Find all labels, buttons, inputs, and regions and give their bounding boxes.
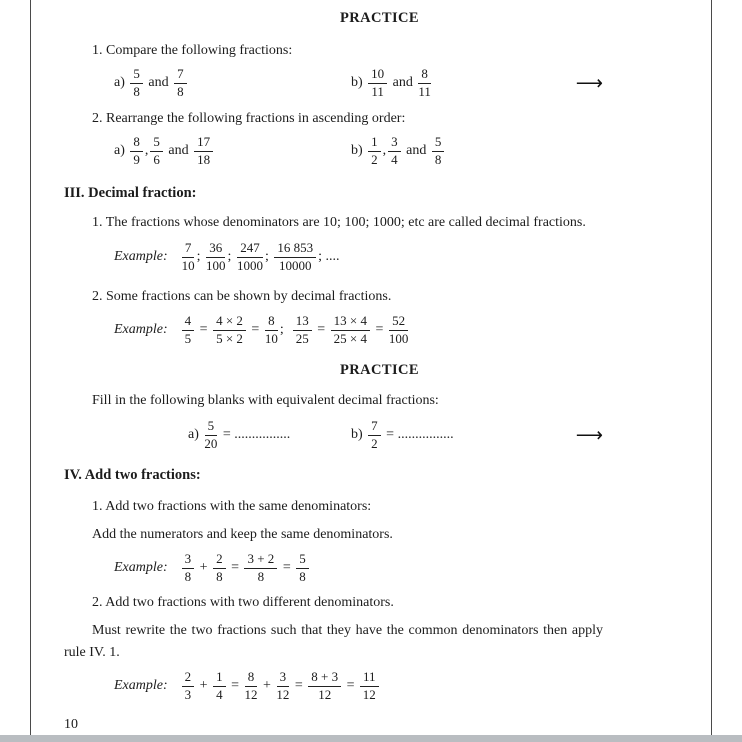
fill-in-row	[64, 418, 603, 452]
math-text: =	[227, 560, 243, 575]
fraction: $\frac{16 853}{10000}$	[274, 241, 316, 274]
practice-title-2: PRACTICE	[340, 362, 419, 378]
fraction: $\frac{17}{18}$	[194, 135, 213, 168]
fraction: $\frac{247}{1000}$	[236, 239, 263, 273]
math-text: =	[279, 560, 295, 575]
fraction: $\frac{8}{9}$	[130, 135, 143, 168]
math-text: and	[389, 75, 417, 90]
math-text: =	[313, 322, 329, 337]
fraction: $\frac{3}{12}$	[276, 668, 290, 702]
math-text: ;	[196, 249, 205, 264]
fraction: $\frac{7}{2}$	[368, 419, 381, 452]
math-text: = ................	[219, 427, 291, 442]
fraction: $\frac{8 + 3}{12}$	[308, 670, 341, 703]
page-number: 10	[64, 717, 78, 732]
fraction: $\frac{36}{100}$	[206, 239, 226, 273]
fraction: $\frac{8}{12}$	[244, 668, 258, 702]
rewrite-fractions-paragraph: Must rewrite the two fractions such that they have the common denominators then apply rule IV. 1.	[64, 623, 603, 660]
add-different-example-expression	[180, 670, 381, 703]
decimal-example-expression	[180, 241, 340, 274]
add-same-example-row	[64, 551, 603, 585]
math-text: ;	[264, 249, 273, 264]
question-2a-expression	[114, 135, 351, 168]
arrow-icon: ⟶	[575, 72, 603, 94]
example-label: Example:	[114, 678, 168, 693]
fill-in-b-expression	[351, 419, 454, 452]
example-label: Example:	[114, 249, 168, 264]
question-1a-expression	[114, 67, 351, 100]
math-text: b)	[351, 75, 367, 90]
math-text: and	[144, 75, 173, 90]
math-text: and	[164, 143, 193, 158]
math-text: a)	[114, 143, 129, 158]
decimal-definition-paragraph: 1. The fractions whose denominators are 10; 100; 1000; etc are called decimal fractions.	[92, 215, 586, 230]
conversion-example-row	[64, 313, 603, 347]
fraction: $\frac{8}{10}$	[264, 312, 278, 346]
fraction: $\frac{8}{11}$	[418, 65, 431, 99]
add-same-denominator-rule: 1. Add two fractions with the same denominators:	[92, 499, 372, 514]
question-1-options	[64, 66, 603, 100]
fraction: $\frac{5}{8}$	[130, 67, 143, 100]
fraction: $\frac{1}{2}$	[368, 135, 381, 168]
decimal-example-row	[64, 240, 603, 274]
math-text: a)	[188, 427, 203, 442]
fraction: $\frac{10}{11}$	[368, 67, 387, 100]
fraction: $\frac{11}{12}$	[360, 670, 379, 703]
decimal-statement-2: 2. Some fractions can be shown by decimal fractions.	[92, 289, 392, 304]
fraction: $\frac{2}{8}$	[213, 552, 226, 585]
add-different-example-row	[64, 669, 603, 703]
example-label: Example:	[114, 560, 168, 575]
add-numerators-statement: Add the numerators and keep the same denominators.	[92, 527, 393, 542]
practice-title-1: PRACTICE	[340, 10, 419, 26]
fraction: $\frac{2}{3}$	[182, 670, 195, 703]
math-text: ;	[279, 322, 291, 337]
fraction: $\frac{5}{20}$	[204, 417, 218, 451]
add-different-denominator-rule: 2. Add two fractions with two different denominators.	[92, 595, 394, 610]
add-same-example-expression	[180, 552, 311, 585]
math-text: ;	[227, 249, 235, 264]
math-text: b)	[351, 143, 367, 158]
math-text: +	[196, 560, 212, 575]
math-text: =	[247, 322, 263, 337]
fraction: $\frac{13 \times 4}{25 \times 4}$	[331, 314, 370, 347]
math-text: +	[196, 678, 212, 693]
conversion-example-expression	[180, 314, 411, 347]
section-heading-add-fractions: IV. Add two fractions:	[64, 467, 201, 483]
question-2: 2. Rearrange the following fractions in ascending order:	[92, 111, 406, 126]
document-page	[30, 0, 712, 735]
fraction: $\frac{13}{25}$	[293, 314, 312, 347]
math-text: a)	[114, 75, 129, 90]
fraction: $\frac{7}{10}$	[181, 239, 195, 273]
page-bottom-edge	[0, 735, 742, 742]
math-text: ; ....	[318, 249, 340, 264]
fraction: $\frac{4 \times 2}{5 \times 2}$	[213, 314, 246, 347]
math-text: =	[291, 678, 307, 693]
fraction: $\frac{4}{5}$	[182, 314, 195, 347]
math-text: and	[402, 143, 430, 158]
example-label: Example:	[114, 322, 168, 337]
question-1b-expression	[351, 67, 433, 100]
question-1: 1. Compare the following fractions:	[92, 43, 293, 58]
fraction: $\frac{3 + 2}{8}$	[244, 552, 277, 585]
math-text: =	[227, 678, 243, 693]
math-text: b)	[351, 427, 367, 442]
arrow-icon: ⟶	[575, 424, 603, 446]
fraction: $\frac{5}{6}$	[150, 135, 163, 168]
fill-in-instruction: Fill in the following blanks with equivalent decimal fractions:	[92, 393, 439, 408]
fraction: $\frac{5}{8}$	[432, 135, 445, 168]
section-heading-decimal-fraction: III. Decimal fraction:	[64, 185, 197, 201]
math-text: +	[259, 678, 275, 693]
math-text: =	[343, 678, 359, 693]
math-text: ,	[382, 143, 387, 158]
fraction: $\frac{5}{8}$	[296, 552, 309, 585]
math-text: =	[371, 322, 387, 337]
fraction: $\frac{3}{8}$	[182, 552, 195, 585]
math-text: =	[196, 322, 212, 337]
fraction: $\frac{7}{8}$	[174, 67, 187, 100]
question-2b-expression	[351, 135, 446, 168]
math-text: ,	[144, 143, 149, 158]
math-text: = ................	[382, 427, 454, 442]
fraction: $\frac{3}{4}$	[388, 135, 401, 168]
question-2-options	[64, 134, 603, 168]
fraction: $\frac{1}{4}$	[213, 670, 226, 703]
fraction: $\frac{52}{100}$	[388, 312, 409, 346]
fill-in-a-expression	[188, 419, 351, 452]
